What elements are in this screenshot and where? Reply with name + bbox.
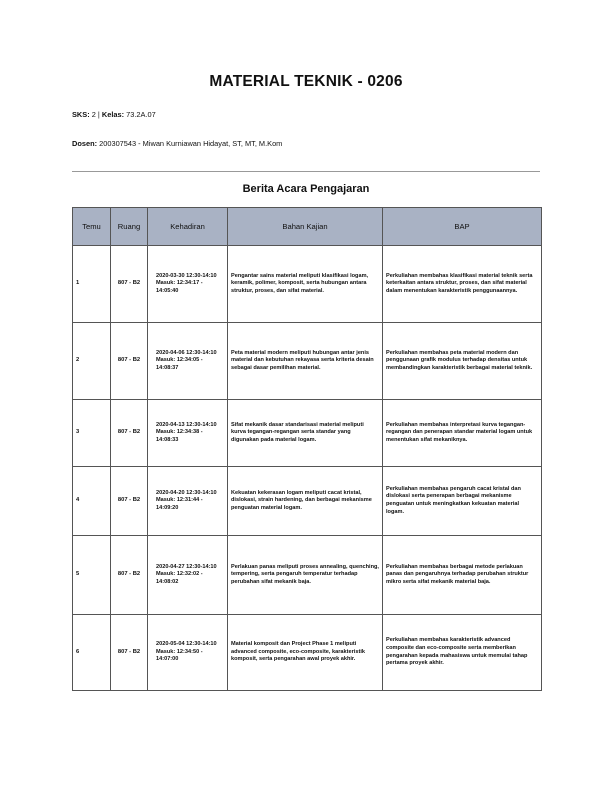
kelas-label: Kelas:	[101, 110, 125, 119]
table-row	[73, 323, 542, 400]
cell-bap: Perkuliahan membahas berbagai metode perlakuan panas dan pengaruhnya terhadap perubahan struktur mikro serta sifat mekanik material baja.	[383, 536, 542, 615]
table-header-row	[73, 208, 542, 246]
cell-temu: 4	[73, 467, 111, 536]
table-row	[73, 536, 542, 615]
cell-bahan-kajian: Pengantar sains material meliputi klasifikasi logam, keramik, polimer, komposit, serta hubungan antara struktur, proses, dan sifat material.	[228, 246, 383, 323]
header-bap: BAP	[383, 208, 542, 246]
kehadiran-masuk: Masuk: 12:31:44 - 14:09:20	[156, 497, 203, 511]
cell-ruang: 807 - B2	[111, 615, 148, 691]
divider	[72, 171, 540, 172]
cell-bahan-kajian: Sifat mekanik dasar standarisasi material meliputi kurva tegangan-regangan serta standar yang digunakan pada material logam.	[228, 400, 383, 467]
kehadiran-jadwal: 2020-04-13 12:30-14:10	[156, 421, 217, 428]
cell-ruang: 807 - B2	[111, 400, 148, 467]
kehadiran-jadwal: 2020-04-06 12:30-14:10	[156, 349, 217, 356]
sks-kelas-line	[72, 110, 156, 119]
cell-bahan-kajian: Kekuatan kekerasan logam meliputi cacat kristal, dislokasi, strain hardening, dan berbagai mekanisme penguatan material logam.	[228, 467, 383, 536]
table-row	[73, 400, 542, 467]
kehadiran-jadwal: 2020-04-20 12:30-14:10	[156, 489, 217, 496]
cell-temu: 6	[73, 615, 111, 691]
kehadiran-masuk: Masuk: 12:32:02 - 14:08:02	[156, 571, 203, 585]
cell-bahan-kajian: Peta material modern meliputi hubungan antar jenis material dan kebutuhan rekayasa serta kriteria desain sebagai dasar pemilihan material.	[228, 323, 383, 400]
header-temu: Temu	[73, 208, 111, 246]
cell-temu: 2	[73, 323, 111, 400]
cell-ruang: 807 - B2	[111, 467, 148, 536]
table-row	[73, 246, 542, 323]
cell-ruang: 807 - B2	[111, 536, 148, 615]
cell-ruang: 807 - B2	[111, 246, 148, 323]
cell-kehadiran	[148, 536, 228, 615]
cell-bahan-kajian: Perlakuan panas meliputi proses annealing, quenching, tempering, serta pengaruh temperatur terhadap perubahan sifat mekanik baja.	[228, 536, 383, 615]
cell-kehadiran	[148, 615, 228, 691]
kelas-value: 73.2A.07	[126, 110, 156, 119]
meta-separator: |	[97, 110, 100, 119]
cell-temu: 1	[73, 246, 111, 323]
cell-bap: Perkuliahan membahas karakteristik advanced composite dan eco-composite serta memberikan pengarahan kepada mahasiswa untuk memulai tahap pertama proyek akhir.	[383, 615, 542, 691]
cell-kehadiran	[148, 467, 228, 536]
cell-temu: 5	[73, 536, 111, 615]
table-row	[73, 615, 542, 691]
dosen-line	[72, 139, 282, 148]
cell-temu: 3	[73, 400, 111, 467]
kehadiran-jadwal: 2020-05-04 12:30-14:10	[156, 641, 217, 648]
bap-table	[72, 207, 542, 691]
dosen-value: 200307543 - Miwan Kurniawan Hidayat, ST, MT, M.Kom	[99, 139, 283, 148]
kehadiran-masuk: Masuk: 12:34:17 - 14:05:40	[156, 280, 203, 294]
dosen-label: Dosen:	[72, 139, 98, 148]
kehadiran-masuk: Masuk: 12:34:38 - 14:08:33	[156, 429, 203, 443]
cell-bap: Perkuliahan membahas klasifikasi material teknik serta keterkaitan antara struktur, proses, dan sifat material dalam menentukan karakteristik penggunaannya.	[383, 246, 542, 323]
cell-kehadiran	[148, 246, 228, 323]
kehadiran-masuk: Masuk: 12:34:05 - 14:08:37	[156, 357, 203, 371]
section-title: Berita Acara Pengajaran	[242, 183, 370, 195]
cell-bap: Perkuliahan membahas peta material modern dan penggunaan grafik modulus terhadap densitas untuk membandingkan karakteristik berbagai material teknik.	[383, 323, 542, 400]
kehadiran-jadwal: 2020-03-30 12:30-14:10	[156, 272, 217, 279]
cell-bahan-kajian: Material komposit dan Project Phase 1 meliputi advanced composite, eco-composite, karakteristik komposit, serta pengarahan awal proyek akhir.	[228, 615, 383, 691]
sks-label: SKS:	[72, 110, 90, 119]
kehadiran-jadwal: 2020-04-27 12:30-14:10	[156, 563, 217, 570]
sks-value: 2	[91, 110, 96, 119]
header-bahan-kajian: Bahan Kajian	[228, 208, 383, 246]
cell-kehadiran	[148, 323, 228, 400]
cell-ruang: 807 - B2	[111, 323, 148, 400]
cell-bap: Perkuliahan membahas interpretasi kurva tegangan-regangan dan penerapan standar material logam untuk menentukan sifat mekaniknya.	[383, 400, 542, 467]
course-title: MATERIAL TEKNIK - 0206	[209, 73, 403, 90]
cell-kehadiran	[148, 400, 228, 467]
header-kehadiran: Kehadiran	[148, 208, 228, 246]
table-row	[73, 467, 542, 536]
kehadiran-masuk: Masuk: 12:34:50 - 14:07:00	[156, 648, 203, 663]
cell-bap: Perkuliahan membahas pengaruh cacat kristal dan dislokasi serta penerapan berbagai mekanisme penguatan untuk meningkatkan kekuatan material logam.	[383, 467, 542, 536]
header-ruang: Ruang	[111, 208, 148, 246]
